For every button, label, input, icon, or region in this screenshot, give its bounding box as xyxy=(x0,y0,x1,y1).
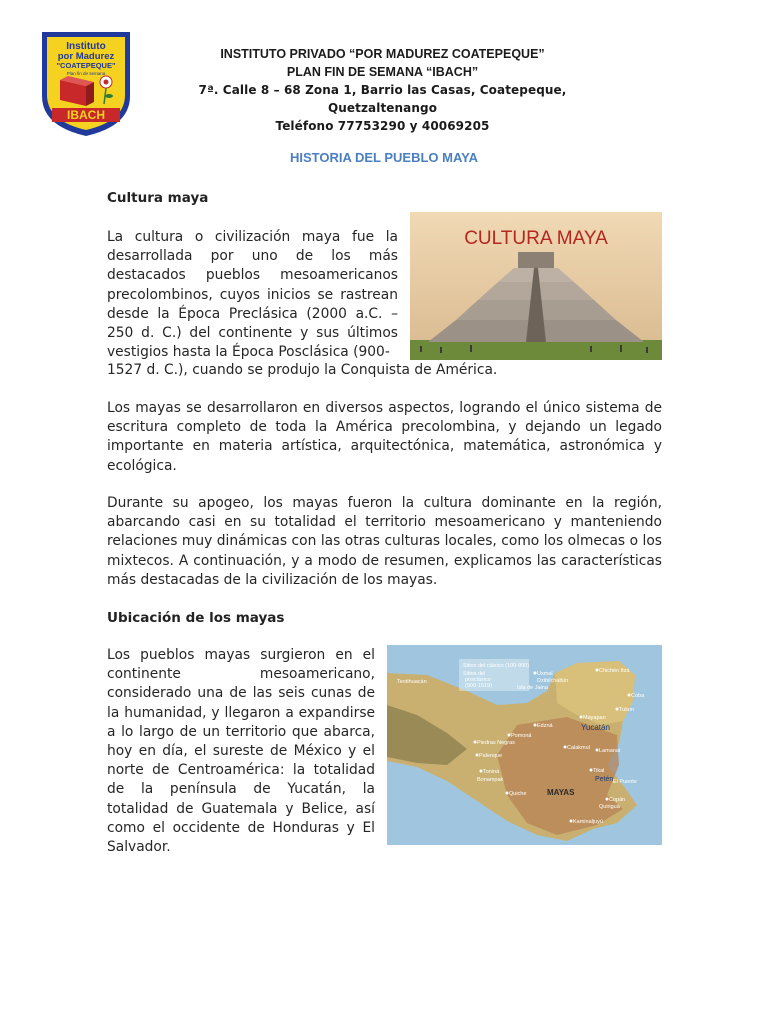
logo-brand: IBACH xyxy=(67,108,105,122)
map-label-yucatan: Yucatán xyxy=(581,723,610,732)
map-label-calakmul: Calakmul xyxy=(567,745,590,751)
map-label-pomona: Pomoná xyxy=(511,733,532,739)
legend-postclassic: Sitios del xyxy=(463,671,486,677)
map-label-edzna: Edzná xyxy=(537,723,553,729)
pyramid-photo xyxy=(410,212,662,360)
institute-logo xyxy=(38,26,134,138)
map-label-tonina: Toniná xyxy=(483,769,500,775)
map-label-lamanai: Lamanai xyxy=(599,748,621,754)
section-heading-cultura: Cultura maya xyxy=(107,190,209,206)
map-label-teotihuacan: Teotihuacán xyxy=(397,679,427,685)
map-label-mayas: MAYAS xyxy=(547,788,575,797)
logo-line1: Instituto xyxy=(66,41,106,52)
document-header xyxy=(150,45,615,135)
logo-line4: Plan fin de semana xyxy=(66,71,106,76)
map-label-piedras: Piedras Negras xyxy=(477,740,515,746)
paragraph-location: Los pueblos mayas surgieron en el continente mesoamericano, considerado una de las seis cunas de la humanidad, y llegaron a expandirse a lo largo de un territorio que abarca, hoy en día, el sureste de México y el norte de Centroamérica: la totalidad de la península de Yucatán, la totalidad de Guatemala y Belice, así como el occidente de Honduras y El Salvador. xyxy=(107,647,375,856)
document-title: HISTORIA DEL PUEBLO MAYA xyxy=(289,150,479,165)
header-plan-name: PLAN FIN DE SEMANA “IBACH” xyxy=(286,65,479,79)
map-label-coba: Coba xyxy=(631,693,645,699)
map-label-quiche: Quiche xyxy=(509,791,527,797)
photo-caption: CULTURA MAYA xyxy=(464,228,608,249)
maya-region-map xyxy=(387,645,662,845)
map-label-mayapan: Mayapan xyxy=(583,715,606,721)
map-label-dzibilchaltun: Dzibilchaltún xyxy=(537,678,569,684)
paragraph-apogee: Durante su apogeo, los mayas fueron la cultura dominante en la región, abarcando casi en su totalidad el territorio mesoamericano y manteniendo relaciones muy dinámicas con las otras culturas locales, como los olmecas o los mixtecos. A continuación, y a modo de resumen, explicamos las características más destacadas de la civilización de los mayas. xyxy=(107,495,662,588)
section-heading-ubicacion: Ubicación de los mayas xyxy=(107,610,285,626)
map-label-elpuente: El Puente xyxy=(613,779,637,785)
map-label-tikal: Tikal xyxy=(593,768,605,774)
header-phone: Teléfono 77753290 y 40069205 xyxy=(275,119,490,133)
map-label-peten: Petén xyxy=(595,776,614,783)
map-label-jaina: Isla de Jaina xyxy=(517,685,548,691)
header-address: 7ª. Calle 8 – 68 Zona 1, Barrio las Casas, Coatepeque, Quetzaltenango xyxy=(198,83,567,115)
logo-line2: por Madurez xyxy=(57,51,115,62)
legend-classic: Sitios del clásico (100-900) xyxy=(463,663,530,669)
map-label-quirigua: Quiriguá xyxy=(599,804,620,810)
map-label-tulum: Tulum xyxy=(619,707,635,713)
map-label-uxmal: Uxmal xyxy=(537,671,553,677)
map-label-chichen: Chichén Itzá xyxy=(599,668,630,674)
header-institute-name: INSTITUTO PRIVADO “POR MADUREZ COATEPEQUE” xyxy=(220,47,545,61)
paragraph-intro-end: 1527 d. C.), cuando se produjo la Conquista de América. xyxy=(107,362,498,378)
map-label-bonampak: Bonampak xyxy=(477,777,504,783)
paragraph-development: Los mayas se desarrollaron en diversos aspectos, logrando el único sistema de escritura completo de toda la América precolombina, y dejando un legado importante en materia artística, arquitectónica, matemática, astronómica y ecológica. xyxy=(107,400,662,474)
map-label-kaminaljuyu: Kaminaljuyú xyxy=(573,819,603,825)
legend-postclassic-2: posclásico xyxy=(465,677,491,683)
paragraph-intro: La cultura o civilización maya fue la desarrollada por uno de los más destacados pueblos mesoamericanos precolombinos, cuyos inicios se rastrean desde la Época Preclásica (2000 a.C. – 250 d. C.) del continente y sus últimos vestigios hasta la Época Posclásica (900- xyxy=(107,229,398,361)
map-label-palenque: Palenque xyxy=(479,753,503,759)
map-label-copan: Copán xyxy=(609,797,626,803)
logo-line3: "COATEPEQUE" xyxy=(56,61,116,70)
legend-postclassic-range: (900-1519) xyxy=(465,683,492,689)
